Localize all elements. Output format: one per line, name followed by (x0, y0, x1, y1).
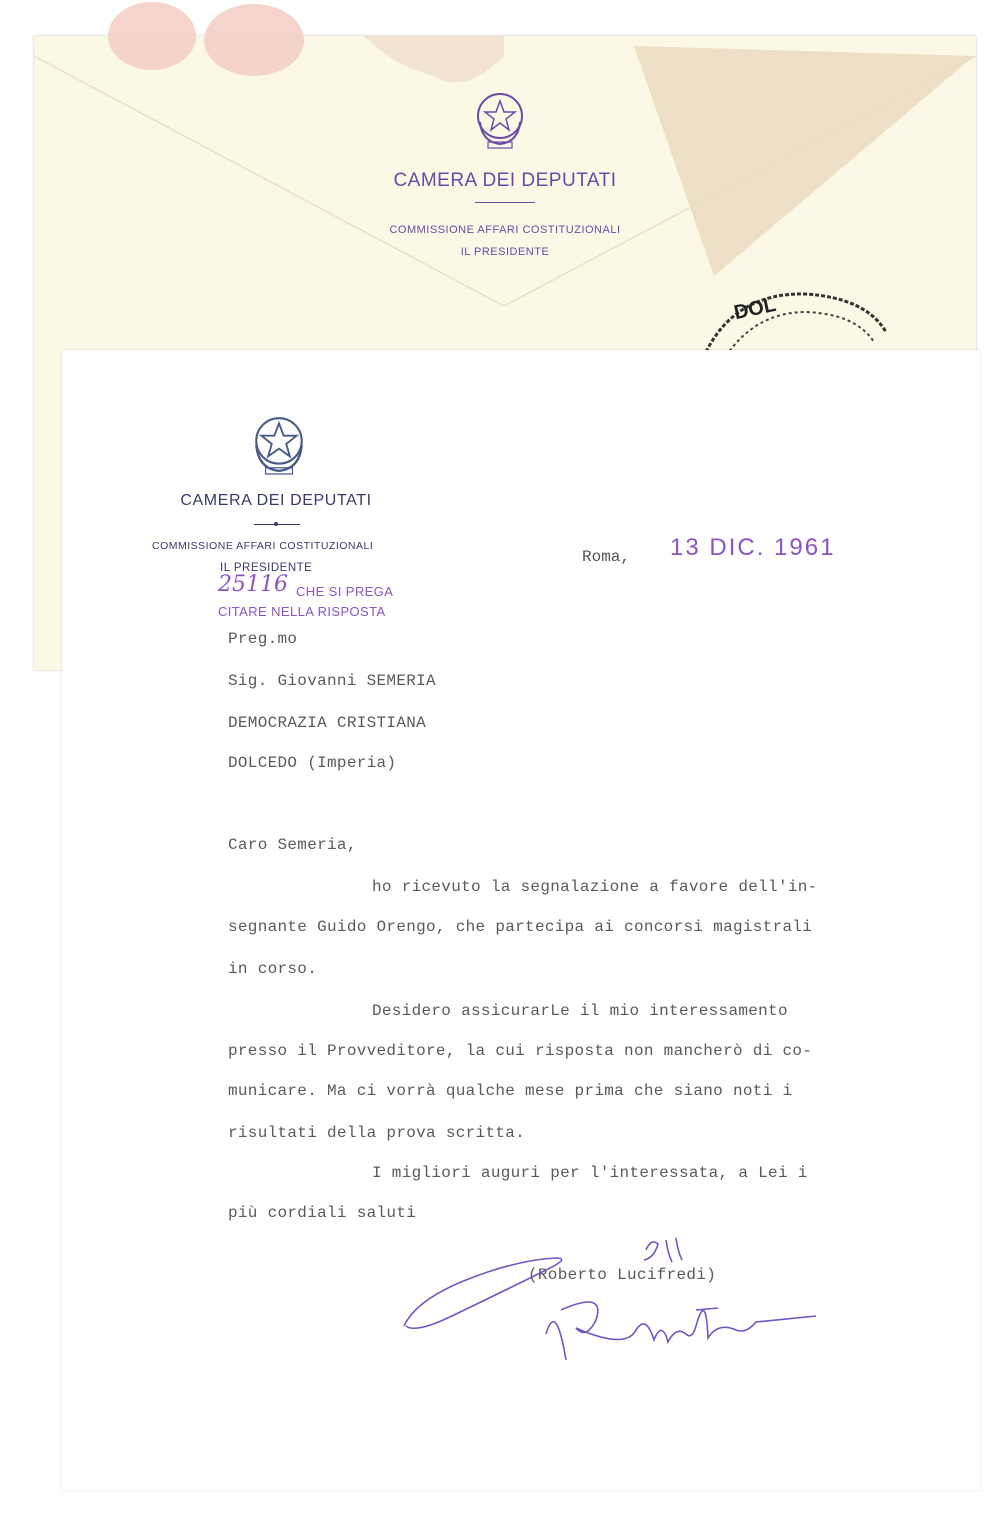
body-line: presso il Provveditore, la cui risposta non mancherò di co- (228, 1042, 813, 1060)
protocol-stamp-line2: CITARE NELLA RISPOSTA (218, 604, 386, 619)
protocol-number: 25116 (218, 572, 288, 597)
protocol-stamp-line1: CHE SI PREGA (296, 584, 394, 599)
letterhead-office: IL PRESIDENTE (220, 562, 313, 574)
letterhead-title: CAMERA DEI DEPUTATI (180, 492, 372, 509)
republic-emblem-icon (248, 408, 310, 480)
recipient-line: Sig. Giovanni SEMERIA (228, 672, 436, 690)
handwritten-signature (396, 1230, 836, 1380)
recipient-line: DEMOCRAZIA CRISTIANA (228, 714, 427, 732)
body-line: più cordiali saluti (228, 1204, 417, 1222)
date-stamp: 13 DIC. 1961 (670, 534, 836, 561)
envelope-office: IL PRESIDENTE (460, 246, 550, 258)
sender-name: (Roberto Lucifredi) (528, 1266, 717, 1284)
body-line: segnante Guido Orengo, che partecipa ai concorsi magistrali (228, 918, 813, 936)
body-line: ho ricevuto la segnalazione a favore dell'in- (372, 878, 818, 896)
republic-emblem-icon (470, 86, 530, 152)
envelope-title: CAMERA DEI DEPUTATI (393, 170, 617, 191)
body-line: Desidero assicurarLe il mio interessamento (372, 1002, 788, 1020)
body-line: in corso. (228, 960, 318, 978)
salutation: Caro Semeria, (228, 836, 357, 854)
letter-sheet (62, 350, 980, 1490)
body-line: risultati della prova scritta. (228, 1124, 526, 1142)
recipient-line: Preg.mo (228, 630, 298, 648)
postmark-text: DOL (732, 293, 778, 325)
body-line: municare. Ma ci vorrà qualche mese prima che siano noti i (228, 1082, 793, 1100)
stain-marks (104, 0, 364, 80)
letterhead-commission: COMMISSIONE AFFARI COSTITUZIONALI (152, 540, 374, 552)
body-line: I migliori auguri per l'interessata, a Lei i (372, 1164, 808, 1182)
recipient-line: DOLCEDO (Imperia) (228, 754, 397, 772)
letterhead-divider-dot (274, 522, 278, 526)
envelope-commission: COMMISSIONE AFFARI COSTITUZIONALI (389, 224, 621, 236)
place-of-writing: Roma, (582, 548, 631, 566)
envelope-divider (475, 202, 535, 203)
